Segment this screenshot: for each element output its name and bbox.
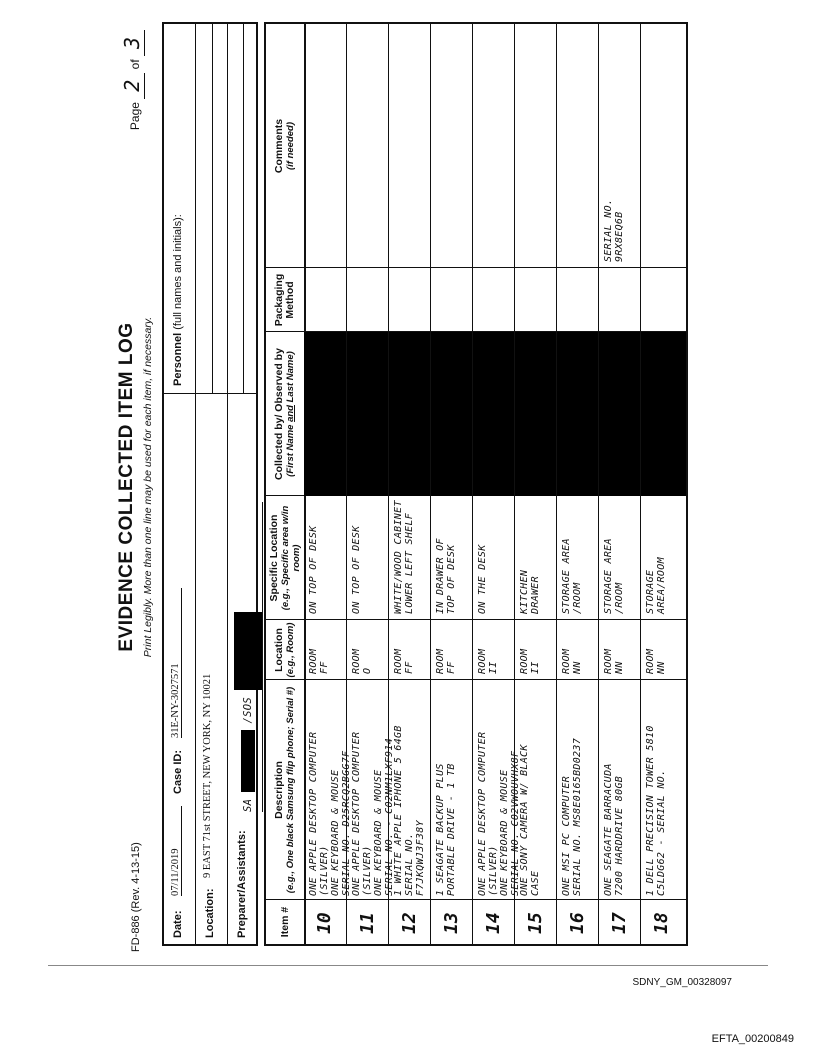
table-row	[640, 24, 683, 944]
description-cell	[435, 682, 471, 896]
table-row	[430, 24, 473, 944]
header-box	[162, 22, 258, 946]
description-cell-line: CASE	[530, 870, 541, 896]
specific-location-cell-line: ON TOP OF DESK	[351, 525, 362, 614]
location-cell-line: ROOM	[308, 648, 319, 674]
location-cell-line: ROOM	[477, 648, 488, 674]
item-number: 16	[567, 912, 588, 934]
location-cell	[645, 622, 681, 674]
location-cell-line: ROOM	[435, 648, 446, 674]
description-cell-line: 1 WHITE APPLE IPHONE 5 64GB	[393, 725, 404, 896]
location-cell	[519, 622, 555, 674]
page-current: 2	[120, 73, 145, 99]
specific-location-cell	[645, 498, 681, 614]
header-packaging-text: Packaging Method	[273, 273, 296, 327]
case-id-label: Case ID:	[172, 749, 184, 794]
description-cell-line: SERIAL NO. - C02NM1LXF914	[384, 737, 395, 896]
header-description-text: Description	[273, 761, 285, 819]
description-cell-line: ONE MSI PC COMPUTER	[561, 775, 572, 896]
specific-location-cell-line: ON TOP OF DESK	[308, 525, 319, 614]
table-row	[388, 24, 431, 944]
comments-cell	[435, 26, 471, 262]
description-cell-line: SERIAL NO.	[404, 832, 415, 896]
specific-location-cell-line: WHITE/WOOD CABINET	[393, 500, 404, 614]
table-row	[598, 24, 641, 944]
preparer-value	[234, 502, 263, 812]
header-specific-location	[266, 496, 304, 620]
description-cell-line: C5LDG62 - SERIAL NO.	[656, 769, 667, 896]
description-cell-line: ONE APPLE DESKTOP COMPUTER (SILVER)	[308, 731, 330, 896]
item-number: 17	[609, 912, 630, 934]
personnel-rule	[243, 24, 244, 394]
description-cell	[308, 682, 352, 896]
personnel-label	[172, 214, 184, 386]
specific-location-cell-line: STORAGE	[645, 569, 656, 614]
form-subtitle: Print Legibly. More than one line may be used for each item, if necessary.	[142, 316, 154, 658]
personnel-hint: (full names and initials):	[172, 214, 184, 330]
location-cell-line: FF	[319, 661, 330, 674]
evidence-log-form	[78, 22, 694, 952]
bates-number: SDNY_GM_00328097	[632, 977, 732, 988]
specific-location-cell-line: /ROOM	[614, 582, 625, 614]
header-comments	[266, 24, 304, 268]
description-cell-line: ONE APPLE DESKTOP COMPUTER (SILVER)	[477, 731, 499, 896]
description-cell	[393, 682, 429, 896]
form-title: EVIDENCE COLLECTED ITEM LOG	[116, 322, 137, 652]
location-cell-line: ROOM	[603, 648, 614, 674]
case-id-value: 31E-NY-3027571	[170, 588, 182, 738]
description-cell	[477, 682, 521, 896]
redaction-block	[241, 730, 255, 792]
item-number: 11	[357, 912, 378, 934]
description-cell-line: F7JKQWJ3F38Y	[415, 820, 426, 896]
description-cell	[645, 682, 681, 896]
location-cell-line: FF	[446, 661, 457, 674]
form-number: FD-886 (Rev. 4-13-15)	[130, 842, 142, 952]
header-description	[266, 680, 304, 900]
table-row	[472, 24, 521, 944]
header-specific-hint: (e.g., Specific area w/in room)	[279, 505, 302, 611]
description-cell-line: 1 DELL PRECISION TOWER 5810	[645, 725, 656, 896]
description-cell-line: 7200 HARDDRIVE 80GB	[614, 775, 625, 896]
personnel-rule	[212, 24, 213, 394]
header-collected-hint	[285, 351, 296, 477]
location-cell	[351, 622, 387, 674]
description-cell	[519, 682, 555, 896]
comments-cell	[351, 26, 387, 262]
date-value: 07/11/2019	[170, 806, 182, 896]
location-cell-line: ROOM	[351, 648, 362, 674]
table-row	[514, 24, 557, 944]
description-cell-line: SERIAL NO. C02VW0UVHX8F	[510, 750, 521, 896]
description-cell-line: PORTABLE DRIVE - 1 TB	[446, 763, 457, 896]
description-cell-line: SERIAL NO. D25RCQ2BGG7F	[341, 750, 352, 896]
specific-location-cell-line: TOP OF DESK	[446, 544, 457, 614]
header-rule	[195, 24, 196, 944]
item-number: 18	[651, 912, 672, 934]
specific-location-cell-line: /ROOM	[572, 582, 583, 614]
table-row	[556, 24, 599, 944]
item-number: 15	[525, 912, 546, 934]
specific-location-cell	[477, 498, 513, 614]
header-comments-hint: (if needed)	[285, 121, 296, 171]
location-cell-line: II	[530, 661, 541, 674]
location-cell-line: O	[362, 667, 373, 674]
location-cell	[477, 622, 513, 674]
header-comments-text: Comments	[273, 118, 285, 174]
comments-cell-line: 9RX8EQ6B	[614, 211, 625, 262]
item-number: 10	[314, 912, 335, 934]
header-item	[266, 900, 304, 944]
item-number: 12	[399, 912, 420, 934]
collected-hint-first: (First Name	[285, 424, 296, 477]
specific-location-cell	[308, 498, 344, 614]
comments-cell	[477, 26, 513, 262]
location-cell-line: ROOM	[645, 648, 656, 674]
specific-location-cell-line: STORAGE AREA	[561, 538, 572, 614]
specific-location-cell-line: KITCHEN	[519, 569, 530, 614]
description-cell-line: ONE SEAGATE BARRACUDA	[603, 763, 614, 896]
item-number: 14	[483, 912, 504, 934]
page-of: of	[128, 59, 142, 70]
description-cell-line: ONE KEYBOARD & MOUSE	[499, 769, 510, 896]
collected-hint-and: and	[285, 405, 296, 422]
header-location-hint: (e.g., Room)	[285, 622, 296, 678]
date-label: Date:	[172, 910, 184, 938]
location-cell-line: NN	[656, 661, 667, 674]
comments-cell	[603, 26, 639, 262]
page-total: 3	[120, 30, 145, 56]
page-indicator	[120, 30, 145, 130]
footer-rule	[48, 965, 768, 966]
preparer-label: Preparer/Assistants:	[236, 830, 248, 938]
collected-hint-last: Last Name)	[285, 351, 296, 403]
efta-number: EFTA_00200849	[711, 1033, 794, 1045]
specific-location-cell	[393, 498, 429, 614]
description-cell-line: 1 SEAGATE BACKUP PLUS	[435, 763, 446, 896]
rotated-form-wrapper	[78, 22, 694, 952]
comments-cell-line: SERIAL NO.	[603, 198, 614, 262]
description-cell-line: ONE KEYBOARD & MOUSE	[330, 769, 341, 896]
location-cell	[435, 622, 471, 674]
comments-cell	[308, 26, 344, 262]
location-cell-line: II	[488, 661, 499, 674]
description-cell	[603, 682, 639, 896]
location-cell-line: ROOM	[393, 648, 404, 674]
header-item-text: Item #	[278, 906, 291, 938]
table-row	[346, 24, 395, 944]
comments-cell	[393, 26, 429, 262]
location-cell-line: NN	[614, 661, 625, 674]
location-value: 9 EAST 71st STREET, NEW YORK, NY 10021	[202, 673, 213, 878]
specific-location-cell	[435, 498, 471, 614]
header-collected-text: Collected by/ Observed by	[273, 348, 285, 480]
location-cell	[561, 622, 597, 674]
specific-location-cell-line: LOWER LEFT SHELF	[404, 512, 415, 614]
comments-cell	[561, 26, 597, 262]
page-prefix: Page	[128, 102, 142, 131]
description-cell-line: ONE APPLE DESKTOP COMPUTER (SILVER)	[351, 731, 373, 896]
redaction-block	[234, 612, 262, 690]
description-cell-line: ONE SONY CAMERA W/ BLACK	[519, 744, 530, 896]
location-cell-line: ROOM	[561, 648, 572, 674]
evidence-table	[264, 22, 688, 946]
personnel-label-text: Personnel	[172, 332, 184, 386]
description-cell	[351, 682, 395, 896]
header-rule	[227, 24, 228, 944]
specific-location-cell	[351, 498, 387, 614]
table-row	[304, 24, 352, 944]
header-location-text: Location	[273, 628, 285, 672]
description-cell	[561, 682, 597, 896]
location-cell-line: ROOM	[519, 648, 530, 674]
location-label: Location:	[204, 888, 216, 938]
header-location	[266, 620, 304, 680]
item-number: 13	[441, 912, 462, 934]
comments-cell	[645, 26, 681, 262]
specific-location-cell	[603, 498, 639, 614]
specific-location-cell	[519, 498, 555, 614]
description-cell-line: ONE KEYBOARD & MOUSE	[373, 769, 384, 896]
specific-location-cell	[561, 498, 597, 614]
specific-location-cell-line: ON THE DESK	[477, 544, 488, 614]
location-cell-line: NN	[572, 661, 583, 674]
location-cell	[393, 622, 429, 674]
preparer-initials: SA	[242, 798, 254, 812]
specific-location-cell-line: IN DRAWER OF	[435, 538, 446, 614]
header-collected-by	[266, 332, 304, 496]
preparer-assistant: /SOS	[242, 697, 254, 724]
location-cell-line: FF	[404, 661, 415, 674]
comments-cell	[519, 26, 555, 262]
specific-location-cell-line: AREA/ROOM	[656, 557, 667, 614]
specific-location-cell-line: STORAGE AREA	[603, 538, 614, 614]
header-description-hint: (e.g., One black Samsung flip phone; Serial #)	[285, 686, 296, 894]
header-packaging	[266, 268, 304, 332]
location-cell	[308, 622, 344, 674]
location-cell	[603, 622, 639, 674]
description-cell-line: SERIAL NO. MS8E0165BD0237	[572, 737, 583, 896]
header-specific-text: Specific Location	[267, 514, 280, 602]
specific-location-cell-line: DRAWER	[530, 576, 541, 614]
